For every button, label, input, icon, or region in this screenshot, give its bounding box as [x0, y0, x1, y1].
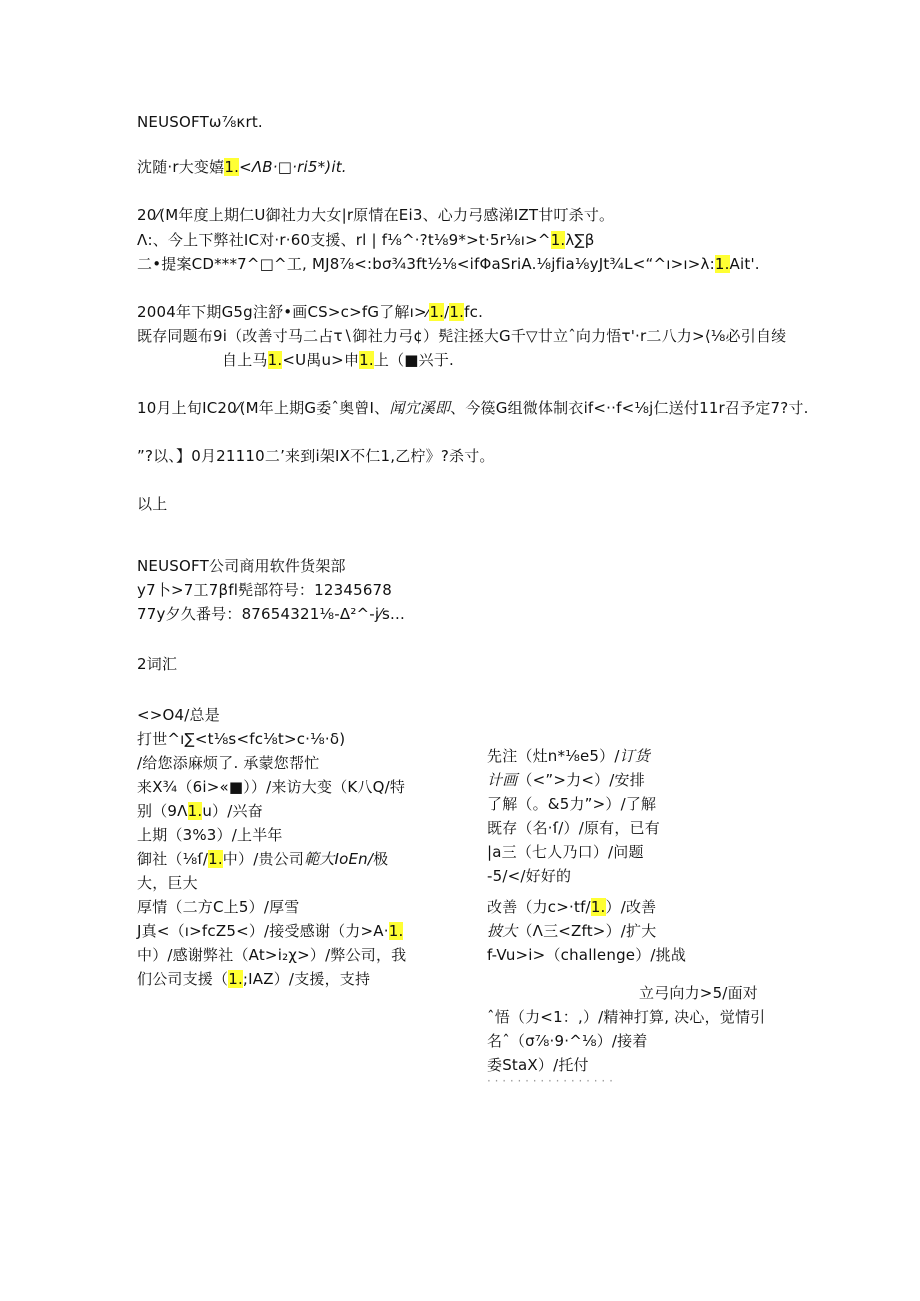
text-segment: 、今篌G组微体制衣if<··f<⅛j仁送付11r召予定7?寸. — [450, 399, 809, 417]
paragraph-2-line-1 — [137, 302, 483, 322]
paragraph-1-line-1: 20⁄(M年度上期仁U御社力大女|r原情在Ei3、心力弓感涕IZT甘叮杀寸。 — [137, 206, 615, 224]
text-segment: 别（9Λ — [137, 802, 188, 820]
text-segment: 计画 — [487, 771, 518, 789]
text-segment: <U禺u>申 — [282, 351, 360, 369]
vocab-entry: -5/</好好的 — [487, 867, 572, 885]
vocab-entry: 上期（3%3）/上半年 — [137, 826, 283, 844]
text-segment: J真<（ı>fcZ5<）/接受感谢（力>A· — [137, 922, 389, 940]
highlight-mark: 1. — [267, 351, 283, 369]
highlight-mark: 1. — [228, 970, 243, 988]
paragraph-2-line-2: 既存同题布9i（改善寸马二占τ∖御社力弓¢）髡注拯大G千▽廿立ˆ向力悟τ'·r二八力>⟨⅛必引自绫 — [137, 327, 787, 345]
text-segment: 披大 — [487, 922, 518, 940]
vocab-entry: 厚情（二方C上5）/厚雪 — [137, 898, 300, 916]
vocab-entry — [137, 847, 437, 871]
greeting-post: <ΛB·□·ri5*)it. — [239, 158, 347, 176]
text-segment: 改善（力c>·tf/ — [487, 898, 591, 916]
vocab-entry — [137, 967, 437, 991]
text-segment: 二•提案CD***7^□^工, MJ8⅞<:bσ¾3ft½⅛<ifΦaSriA.⅛jfia⅛yJt¾L<“^ı>ı>λ: — [137, 255, 715, 273]
vocab-entry: 大，巨大 — [137, 874, 198, 892]
text-segment: Ait'. — [729, 255, 760, 273]
text-segment: ;IAZ）/支援，支持 — [242, 970, 371, 988]
text-segment: 自上马 — [222, 351, 268, 369]
vocab-entry: 委StaX）/托付 — [487, 1056, 589, 1074]
highlight-mark: 1. — [208, 850, 223, 868]
paragraph-2-line-3 — [222, 350, 454, 370]
text-segment: Λ:、今上下弊社IC对·r·60支援、rl | f⅛^·?t⅛9*>t·5r⅛ı>^ — [137, 231, 551, 249]
text-segment: （Λ三<Zft>）/扩大 — [517, 922, 657, 940]
vocab-entry: <>O4/总是 — [137, 706, 220, 724]
vocab-right-column — [487, 744, 787, 1077]
highlight-mark: 1. — [429, 303, 445, 321]
text-segment: 上（■兴于. — [373, 351, 455, 369]
highlight-mark: 1. — [449, 303, 465, 321]
signature-fax: 77y夕久番号：87654321⅛-Δ²^-j⁄s... — [137, 605, 405, 623]
text-segment: 範大IoEn/ — [304, 850, 374, 868]
vocab-entry — [137, 919, 437, 943]
highlight-mark: 1. — [187, 802, 203, 820]
vocab-entry — [487, 919, 787, 943]
greeting-pre: 沈随·r大变嬉 — [137, 158, 225, 176]
cut-off-line: · · · · · · · · · · · · · · · · · — [487, 1074, 613, 1082]
text-segment: / — [444, 303, 450, 321]
vocab-title: 2词汇 — [137, 655, 178, 673]
text-segment: （<”>力<）/安排 — [517, 771, 645, 789]
text-segment: 10月上旬IC20⁄(M年上期G委ˆ奥曾I、 — [137, 399, 390, 417]
vocab-entry: 了解（。&5力”>）/了解 — [487, 795, 657, 813]
vocab-entry — [487, 744, 787, 768]
vocab-entry: f-Vu>i>（challenge）/挑战 — [487, 946, 687, 964]
greeting — [137, 157, 347, 177]
vocab-entry: ˆ悟（力<1：,）/精神打算, 决心，觉情引 — [487, 1008, 766, 1026]
vocab-entry: /给您添麻烦了. 承蒙您帮忙 — [137, 754, 320, 772]
paragraph-4: ”?以、】0月21110二’来到i架IX不仁1,乙柠》?杀寸。 — [137, 447, 495, 465]
highlight-mark: 1. — [714, 255, 730, 273]
vocab-entry: 立弓向力>5/面对 — [639, 984, 758, 1002]
highlight-mark: 1. — [550, 231, 566, 249]
signature-dept: NEUSOFT公司商用软件货架部 — [137, 557, 346, 575]
vocab-left-column — [137, 703, 437, 991]
text-segment: 闻宂溪即 — [389, 399, 451, 417]
highlight-mark: 1. — [388, 922, 404, 940]
paragraph-3 — [137, 398, 809, 418]
highlight-mark: 1. — [359, 351, 374, 369]
vocab-entry: 名ˆ（σ⅞·9·^⅛）/接着 — [487, 1032, 648, 1050]
vocab-entry: 中）/感谢弊社（At>i₂χ>）/弊公司，我 — [137, 946, 407, 964]
text-segment: 御社（⅛ſ/ — [137, 850, 209, 868]
paragraph-1-line-2 — [137, 230, 595, 250]
vocab-entry: 打世^ı∑<t⅛s<fc⅛t>c·⅛·δ) — [137, 730, 346, 748]
text-segment: λ∑β — [565, 231, 595, 249]
text-segment: fc. — [464, 303, 484, 321]
text-segment: 们公司支援（ — [137, 970, 229, 988]
vocab-entry: |a三（七人乃口）/问题 — [487, 843, 644, 861]
vocab-entry — [137, 799, 437, 823]
paragraph-1-line-3 — [137, 254, 760, 274]
vocab-entry — [487, 895, 787, 919]
text-segment: 2004年下期G5g注舒•画CS>c>fG了解ı>⁄ — [137, 303, 430, 321]
text-segment: ）/改善 — [605, 898, 657, 916]
signature-phone: y7卜>7工7βfl髡部符号：12345678 — [137, 581, 393, 599]
text-segment: 订货 — [619, 747, 650, 765]
vocab-entry: 既存（名·ſ/）/原有，已有 — [487, 819, 660, 837]
text-segment: 先注（灶n*⅛e5）/ — [487, 747, 620, 765]
text-segment: u）/兴奋 — [202, 802, 263, 820]
vocab-entry: 来X¾（6i>«■））/来访大变（K八Q/特 — [137, 778, 406, 796]
highlight-mark: 1. — [590, 898, 606, 916]
company-name: NEUSOFTω⅞κrt. — [137, 113, 263, 131]
text-segment: 极 — [373, 850, 389, 868]
highlight-mark: 1. — [224, 158, 240, 176]
vocab-entry — [487, 768, 787, 792]
text-segment: 中）/贵公司 — [222, 850, 305, 868]
closing: 以上 — [137, 495, 168, 513]
